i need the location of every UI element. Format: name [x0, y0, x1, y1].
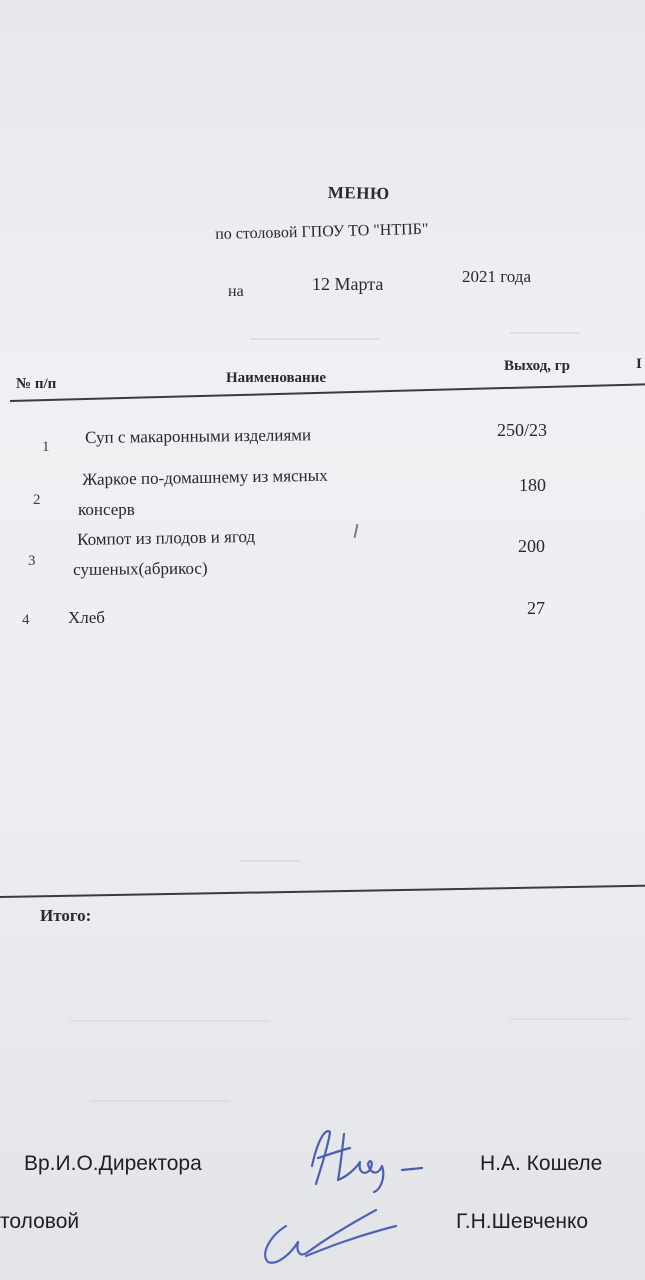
row-name: Суп с макаронными изделиями: [85, 425, 312, 447]
canteen-signature: [246, 1196, 406, 1276]
row-number: 2: [33, 492, 41, 508]
row-name: Жаркое по-домашнему из мясных: [82, 465, 328, 489]
document-subtitle: по столовой ГПОУ ТО "НТПБ": [215, 220, 429, 243]
row-name-continued: сушеных(абрикос): [73, 558, 208, 579]
show-through-text: [240, 860, 300, 872]
row-yield: 180: [519, 475, 546, 495]
document-title: МЕНЮ: [327, 183, 390, 204]
menu-year: 2021 года: [462, 267, 532, 286]
header-rule: [10, 383, 645, 402]
show-through-text: [250, 338, 380, 350]
row-name: Хлеб: [68, 608, 105, 627]
canteen-name: Г.Н.Шевченко: [456, 1210, 589, 1233]
row-yield: 27: [527, 598, 545, 618]
show-through-text: [70, 1020, 270, 1032]
row-number: 1: [42, 439, 50, 455]
column-header-yield: Выход, гр: [504, 358, 570, 374]
show-through-text: [510, 1018, 630, 1030]
canteen-title: толовой: [0, 1210, 80, 1233]
show-through-text: [510, 332, 580, 344]
director-name: Н.А. Кошеле: [480, 1152, 603, 1175]
director-signature: [298, 1118, 438, 1198]
total-rule: [0, 885, 645, 898]
pencil-mark: [354, 524, 359, 538]
row-number: 4: [22, 612, 30, 628]
column-header-name: Наименование: [226, 370, 326, 386]
menu-date: 12 Марта: [312, 274, 384, 294]
column-header-cut-off: I: [636, 356, 642, 372]
row-yield: 250/23: [497, 420, 548, 440]
director-title: Вр.И.О.Директора: [24, 1152, 202, 1175]
row-name: Компот из плодов и ягод: [77, 526, 256, 549]
date-prefix: на: [228, 283, 244, 300]
row-number: 3: [28, 553, 36, 569]
row-yield: 200: [518, 536, 545, 556]
total-label: Итого:: [40, 906, 92, 925]
row-name-continued: консерв: [78, 500, 135, 519]
show-through-text: [90, 1100, 230, 1112]
column-header-number: № п/п: [16, 376, 57, 392]
